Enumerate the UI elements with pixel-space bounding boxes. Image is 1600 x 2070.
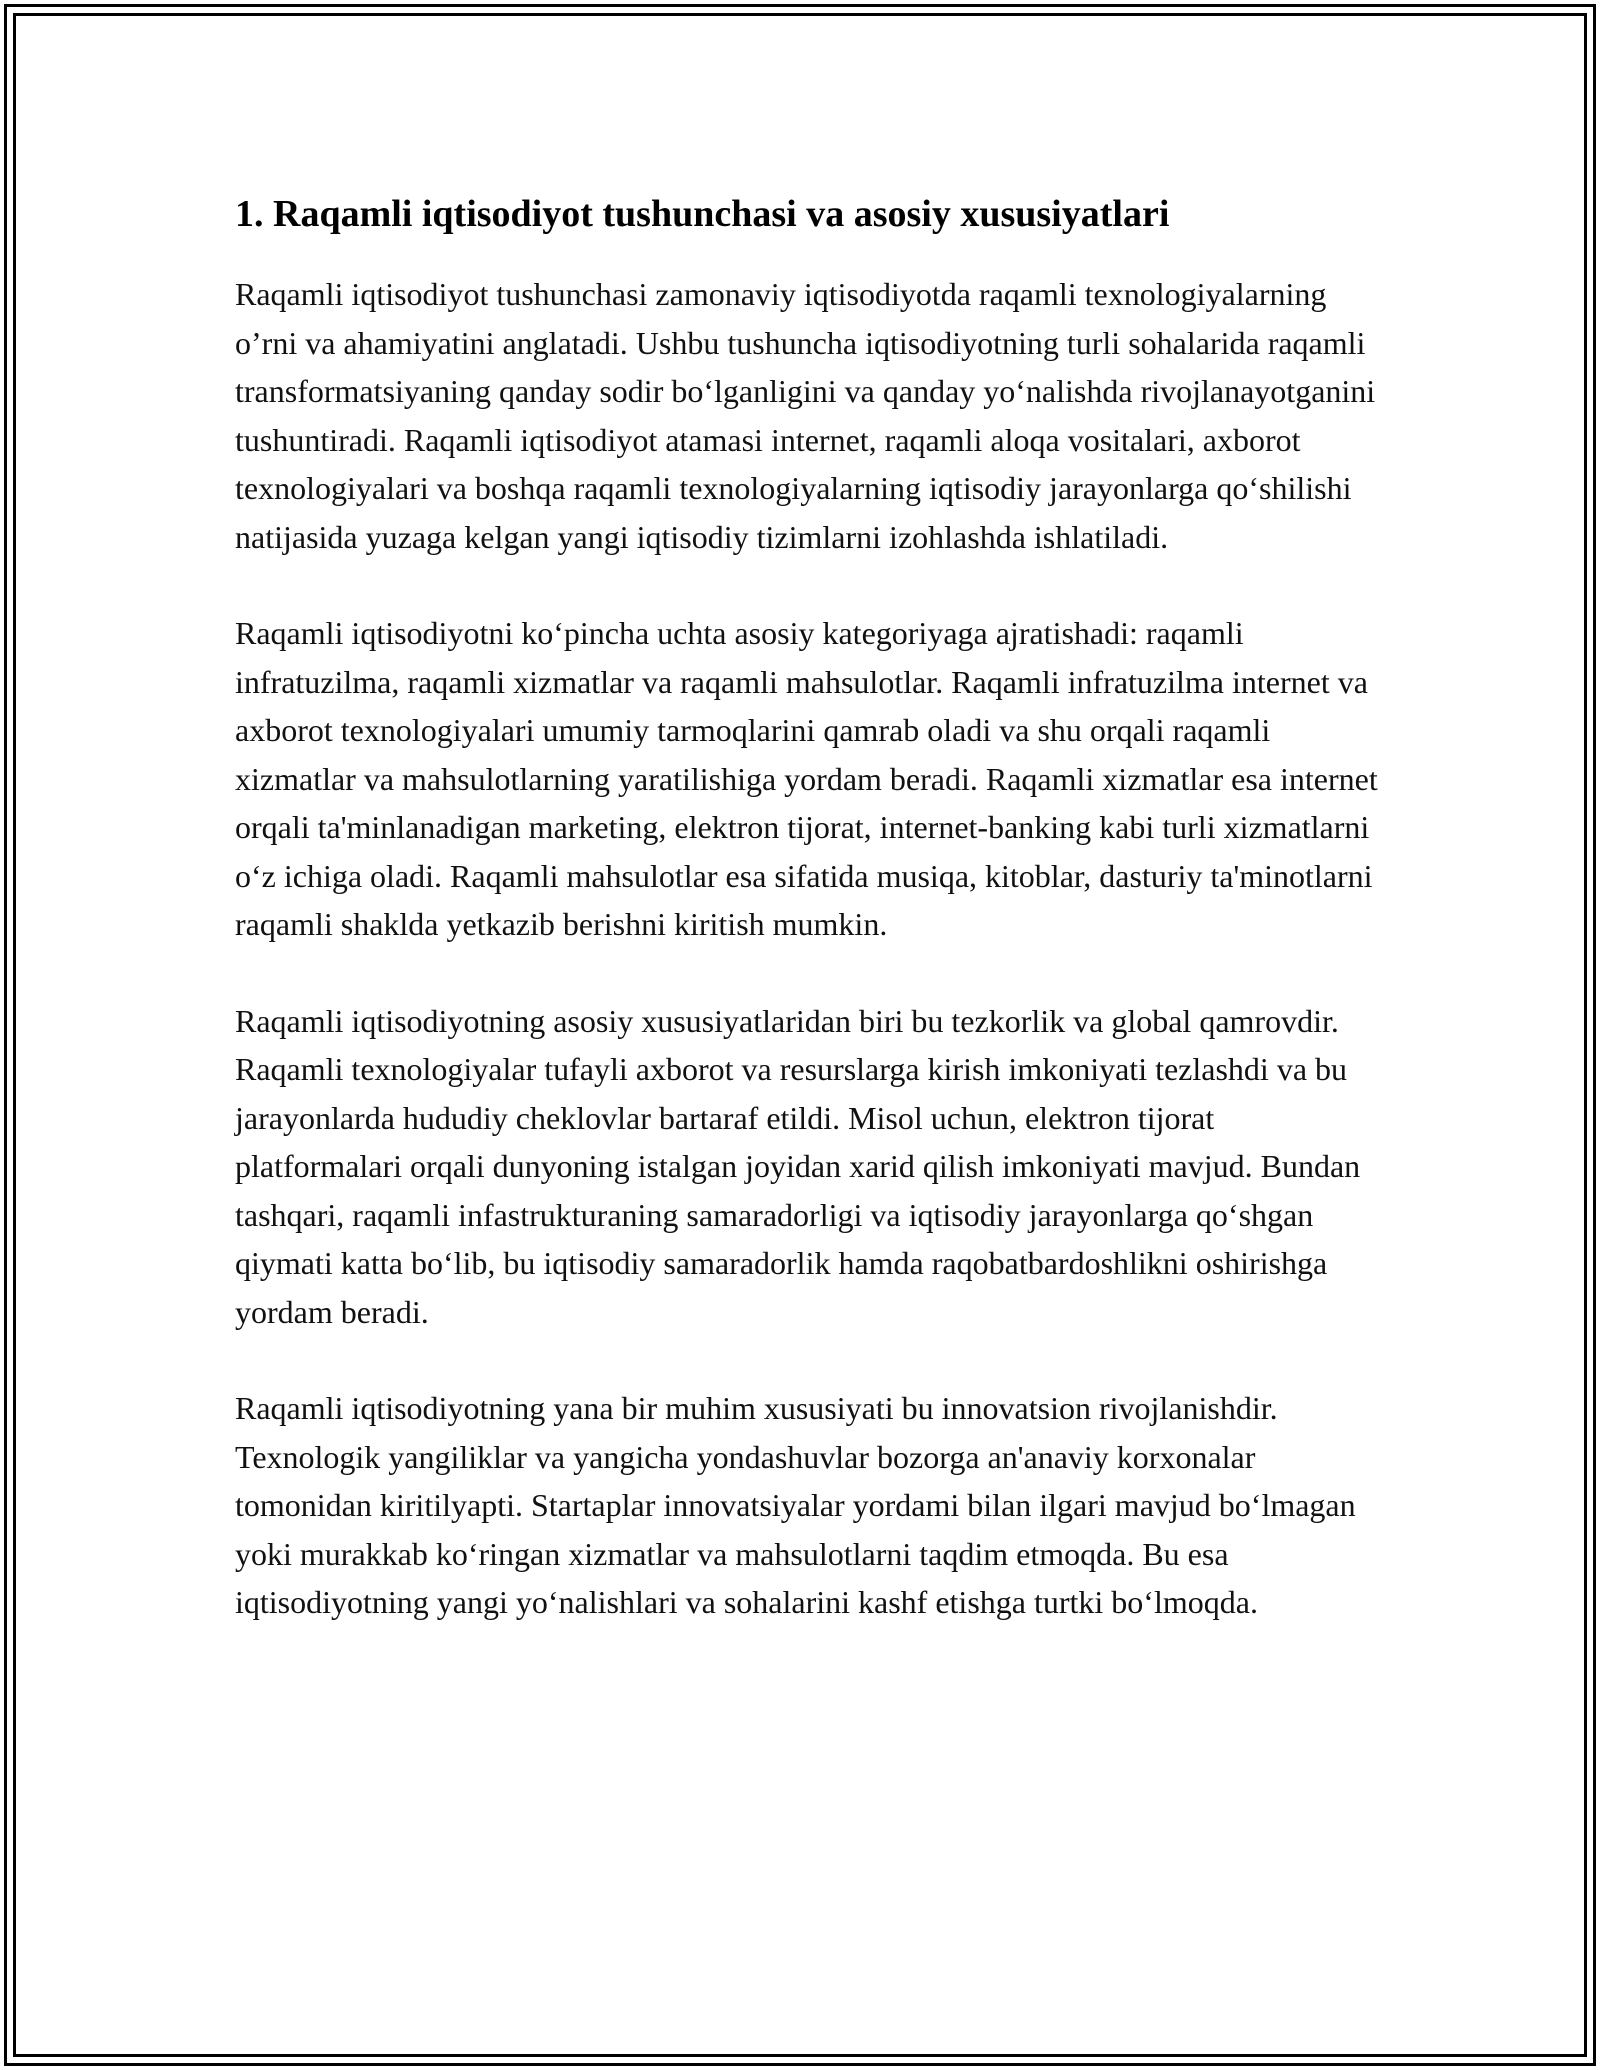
paragraph-2: Raqamli iqtisodiyotni ko‘pincha uchta asosiy kategoriyaga ajratishadi: raqamli infratuzilma, raqamli xizmatlar va raqamli mahsulotlar. Raqamli infratuzilma internet va axborot texnologiyalari umumiy tarmoqlarini qamrab oladi va shu orqali raqamli xizmatlar va mahsulotlarning yaratilishiga yordam beradi. Raqamli xizmatlar esa internet orqali ta'minlanadigan marketing, elektron tijorat, internet-banking kabi turli xizmatlarni o‘z ichiga oladi. Raqamli mahsulotlar esa sifatida musiqa, kitoblar, dasturiy ta'minotlarni raqamli shaklda yetkazib berishni kiritish mumkin. (235, 615, 1378, 942)
paragraph-3: Raqamli iqtisodiyotning asosiy xususiyatlaridan biri bu tezkorlik va global qamrovdir. Raqamli texnologiyalar tufayli axborot va resurslarga kirish imkoniyati tezlashdi va bu jarayonlarda hududiy cheklovlar bartaraf etildi. Misol uchun, elektron tijorat platformalari orqali dunyoning istalgan joyidan xarid qilish imkoniyati mavjud. Bundan tashqari, raqamli infastrukturaning samaradorligi va iqtisodiy jarayonlarga qo‘shgan qiymati katta bo‘lib, bu iqtisodiy samaradorlik hamda raqobatbardoshlikni oshirishga yordam beradi. (235, 1002, 1361, 1330)
section-heading: 1. Raqamli iqtisodiyot tushunchasi va asosiy xususiyatlari (235, 193, 1170, 235)
document-body (235, 188, 1380, 1627)
paragraph-4: Raqamli iqtisodiyotning yana bir muhim xususiyati bu innovatsion rivojlanishdir. Texnologik yangiliklar va yangicha yondashuvlar bozorga an'anaviy korxonalar tomonidan kiritilyapti. Startaplar innovatsiyalar yordami bilan ilgari mavjud bo‘lmagan yoki murakkab ko‘ringan xizmatlar va mahsulotlarni taqdim etmoqda. Bu esa iqtisodiyotning yangi yo‘nalishlari va sohalarini kashf etishga turtki bo‘lmoqda. (235, 1390, 1356, 1620)
paragraph-1: Raqamli iqtisodiyot tushunchasi zamonaviy iqtisodiyotda raqamli texnologiyalarning o’rni va ahamiyatini anglatadi. Ushbu tushuncha iqtisodiyotning turli sohalarida raqamli transformatsiyaning qanday sodir bo‘lganligini va qanday yo‘nalishda rivojlanayotganini tushuntiradi. Raqamli iqtisodiyot atamasi internet, raqamli aloqa vositalari, axborot texnologiyalari va boshqa raqamli texnologiyalarning iqtisodiy jarayonlarga qo‘shilishi natijasida yuzaga kelgan yangi iqtisodiy tizimlarni izohlashda ishlatiladi. (235, 276, 1376, 555)
